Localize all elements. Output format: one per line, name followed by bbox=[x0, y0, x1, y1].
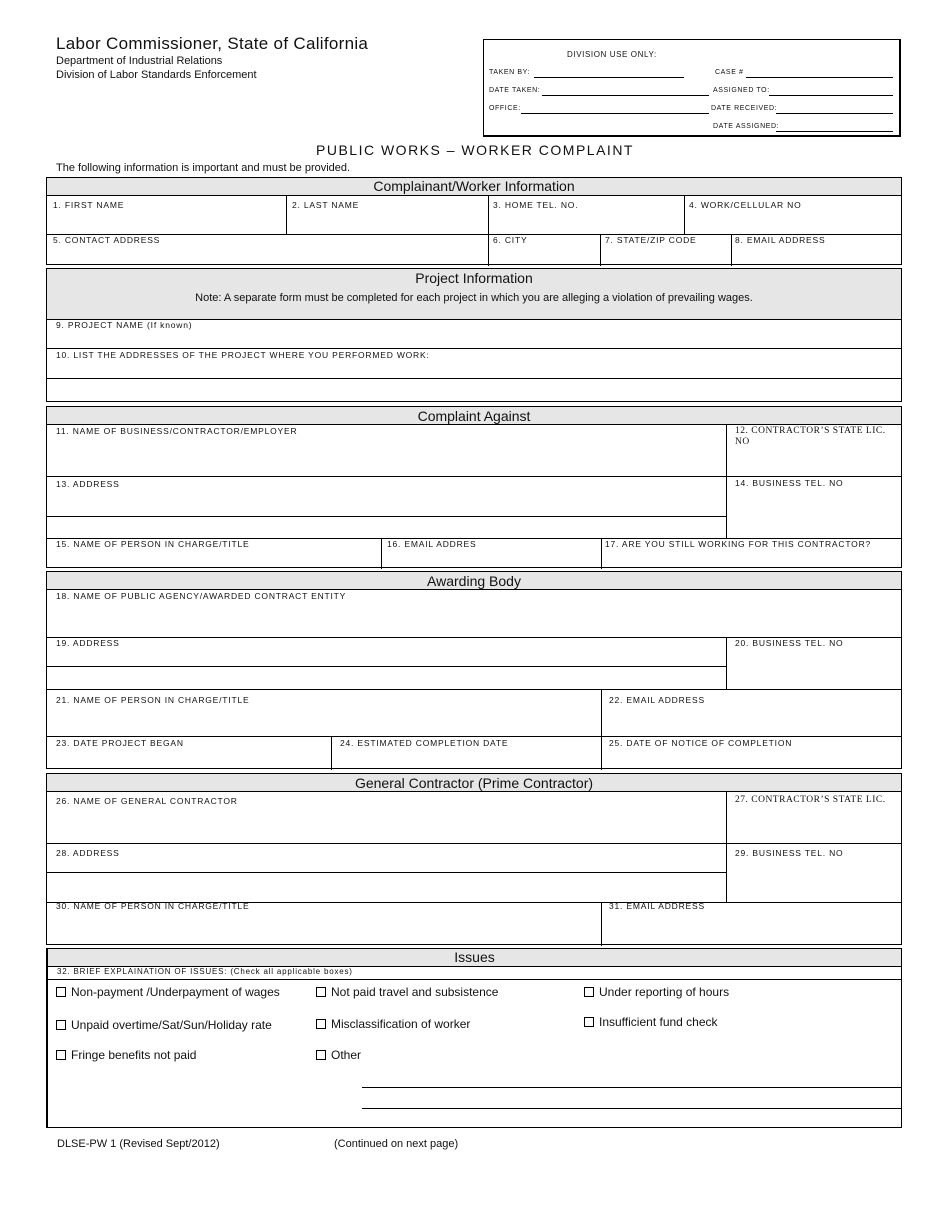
checkbox-label: Unpaid overtime/Sat/Sun/Holiday rate bbox=[71, 1018, 272, 1032]
checkbox-icon[interactable] bbox=[316, 1050, 326, 1060]
division-use-title: DIVISION USE ONLY: bbox=[567, 50, 657, 59]
home-tel-field[interactable]: 3. HOME TEL. NO. bbox=[493, 200, 579, 210]
complainant-section bbox=[46, 177, 902, 265]
checkbox-overtime[interactable] bbox=[56, 1018, 272, 1032]
case-field[interactable] bbox=[746, 77, 893, 78]
business-tel-field[interactable]: 14. BUSINESS TEL. NO bbox=[735, 478, 844, 488]
form-id: DLSE-PW 1 (Revised Sept/2012) bbox=[57, 1138, 220, 1150]
date-received-field[interactable] bbox=[776, 113, 893, 114]
general-contractor-section bbox=[46, 773, 902, 945]
taken-by-label: TAKEN BY: bbox=[489, 69, 531, 76]
gc-tel-field[interactable]: 29. BUSINESS TEL. NO bbox=[735, 848, 844, 858]
contractor-license-field[interactable]: 12. CONTRACTOR’S STATE LIC. bbox=[735, 426, 886, 436]
project-addresses-field[interactable]: 10. LIST THE ADDRESSES OF THE PROJECT WHERE YOU PERFORMED WORK: bbox=[56, 350, 430, 360]
checkbox-icon[interactable] bbox=[56, 1050, 66, 1060]
checkbox-label: Other bbox=[331, 1048, 362, 1062]
checkbox-label: Fringe benefits not paid bbox=[71, 1048, 197, 1062]
checkbox-label: Non-payment /Underpayment of wages bbox=[71, 985, 280, 999]
complaint-against-section bbox=[46, 406, 902, 568]
gc-email-field[interactable]: 31. EMAIL ADDRESS bbox=[609, 901, 705, 911]
assigned-to-label: ASSIGNED TO: bbox=[713, 87, 770, 94]
date-received-label: DATE RECEIVED: bbox=[711, 105, 778, 112]
issues-header: Issues bbox=[48, 949, 901, 967]
checkbox-icon[interactable] bbox=[316, 1019, 326, 1029]
checkbox-insufficient-fund[interactable] bbox=[584, 1015, 718, 1029]
office-label: OFFICE: bbox=[489, 105, 521, 112]
checkbox-icon[interactable] bbox=[56, 1020, 66, 1030]
contractor-email-field[interactable]: 16. EMAIL ADDRES bbox=[387, 539, 477, 549]
checkbox-travel[interactable] bbox=[316, 985, 498, 999]
est-completion-field[interactable]: 24. ESTIMATED COMPLETION DATE bbox=[340, 738, 509, 748]
still-working-field[interactable]: 17. ARE YOU STILL WORKING FOR THIS CONTRACTOR? bbox=[605, 539, 872, 549]
division-name: Division of Labor Standards Enforcement bbox=[56, 69, 257, 81]
department-name: Department of Industrial Relations bbox=[56, 55, 223, 67]
first-name-field[interactable]: 1. FIRST NAME bbox=[53, 200, 125, 210]
gc-person-field[interactable]: 30. NAME OF PERSON IN CHARGE/TITLE bbox=[56, 901, 250, 911]
agency-person-field[interactable]: 21. NAME OF PERSON IN CHARGE/TITLE bbox=[56, 695, 250, 705]
other-line-2[interactable] bbox=[362, 1108, 902, 1109]
continued-note: (Continued on next page) bbox=[334, 1138, 459, 1150]
person-in-charge-field[interactable]: 15. NAME OF PERSON IN CHARGE/TITLE bbox=[56, 539, 250, 549]
checkbox-label: Not paid travel and subsistence bbox=[331, 985, 499, 999]
intro-note: The following information is important and must be provided. bbox=[56, 162, 351, 174]
state-zip-field[interactable]: 7. STATE/ZIP CODE bbox=[605, 235, 697, 245]
agency-tel-field[interactable]: 20. BUSINESS TEL. NO bbox=[735, 638, 844, 648]
work-cell-field[interactable]: 4. WORK/CELLULAR NO bbox=[689, 200, 802, 210]
city-field[interactable]: 6. CITY bbox=[493, 235, 528, 245]
project-name-field[interactable]: 9. PROJECT NAME (If known) bbox=[56, 320, 193, 330]
office-field[interactable] bbox=[521, 113, 709, 114]
checkbox-misclassification[interactable] bbox=[316, 1017, 470, 1031]
checkbox-icon[interactable] bbox=[584, 1017, 594, 1027]
gc-name-field[interactable]: 26. NAME OF GENERAL CONTRACTOR bbox=[56, 796, 238, 806]
project-section bbox=[46, 268, 902, 402]
taken-by-field[interactable] bbox=[534, 77, 684, 78]
checkbox-fringe[interactable] bbox=[56, 1048, 196, 1062]
form-title: PUBLIC WORKS – WORKER COMPLAINT bbox=[316, 142, 634, 158]
checkbox-other[interactable] bbox=[316, 1048, 361, 1062]
project-title: Project Information bbox=[415, 270, 533, 286]
checkbox-label: Misclassification of worker bbox=[331, 1017, 471, 1031]
case-label: CASE # bbox=[715, 69, 744, 76]
general-contractor-header: General Contractor (Prime Contractor) bbox=[47, 774, 901, 792]
last-name-field[interactable]: 2. LAST NAME bbox=[292, 200, 360, 210]
project-note: Note: A separate form must be completed for each project in which you are alleging a violation of prevailing wages. bbox=[195, 292, 753, 304]
project-header bbox=[47, 269, 901, 320]
assigned-to-field[interactable] bbox=[769, 95, 893, 96]
checkbox-label: Insufficient fund check bbox=[599, 1015, 718, 1029]
date-assigned-field[interactable] bbox=[776, 131, 893, 132]
date-taken-field[interactable] bbox=[542, 95, 709, 96]
checkbox-icon[interactable] bbox=[584, 987, 594, 997]
business-name-field[interactable]: 11. NAME OF BUSINESS/CONTRACTOR/EMPLOYER bbox=[56, 426, 298, 436]
complainant-header: Complainant/Worker Information bbox=[47, 178, 901, 196]
date-began-field[interactable]: 23. DATE PROJECT BEGAN bbox=[56, 738, 184, 748]
gc-license-field[interactable]: 27. CONTRACTOR’S STATE LIC. bbox=[735, 795, 886, 805]
email-field[interactable]: 8. EMAIL ADDRESS bbox=[735, 235, 826, 245]
gc-address-field[interactable]: 28. ADDRESS bbox=[56, 848, 120, 858]
checkbox-icon[interactable] bbox=[56, 987, 66, 997]
public-agency-field[interactable]: 18. NAME OF PUBLIC AGENCY/AWARDED CONTRACT ENTITY bbox=[56, 591, 347, 601]
issues-section bbox=[46, 948, 902, 1128]
notice-completion-field[interactable]: 25. DATE OF NOTICE OF COMPLETION bbox=[609, 738, 793, 748]
checkbox-label: Under reporting of hours bbox=[599, 985, 730, 999]
complaint-against-header: Complaint Against bbox=[47, 407, 901, 425]
agency-address-field[interactable]: 19. ADDRESS bbox=[56, 638, 120, 648]
business-address-field[interactable]: 13. ADDRESS bbox=[56, 479, 120, 489]
contractor-license-no: NO bbox=[735, 437, 750, 447]
agency-title: Labor Commissioner, State of California bbox=[56, 34, 369, 53]
date-assigned-label: DATE ASSIGNED: bbox=[713, 123, 780, 130]
other-line-1[interactable] bbox=[362, 1087, 902, 1088]
awarding-body-header: Awarding Body bbox=[47, 572, 901, 590]
issues-explanation-label: 32. BRIEF EXPLAINATION OF ISSUES: (Check all applicable boxes) bbox=[57, 967, 353, 976]
contact-address-field[interactable]: 5. CONTACT ADDRESS bbox=[53, 235, 161, 245]
awarding-body-section bbox=[46, 571, 902, 769]
date-taken-label: DATE TAKEN: bbox=[489, 87, 541, 94]
checkbox-under-reporting[interactable] bbox=[584, 985, 729, 999]
checkbox-icon[interactable] bbox=[316, 987, 326, 997]
agency-email-field[interactable]: 22. EMAIL ADDRESS bbox=[609, 695, 705, 705]
checkbox-nonpayment[interactable] bbox=[56, 985, 280, 999]
division-use-box bbox=[483, 39, 901, 137]
